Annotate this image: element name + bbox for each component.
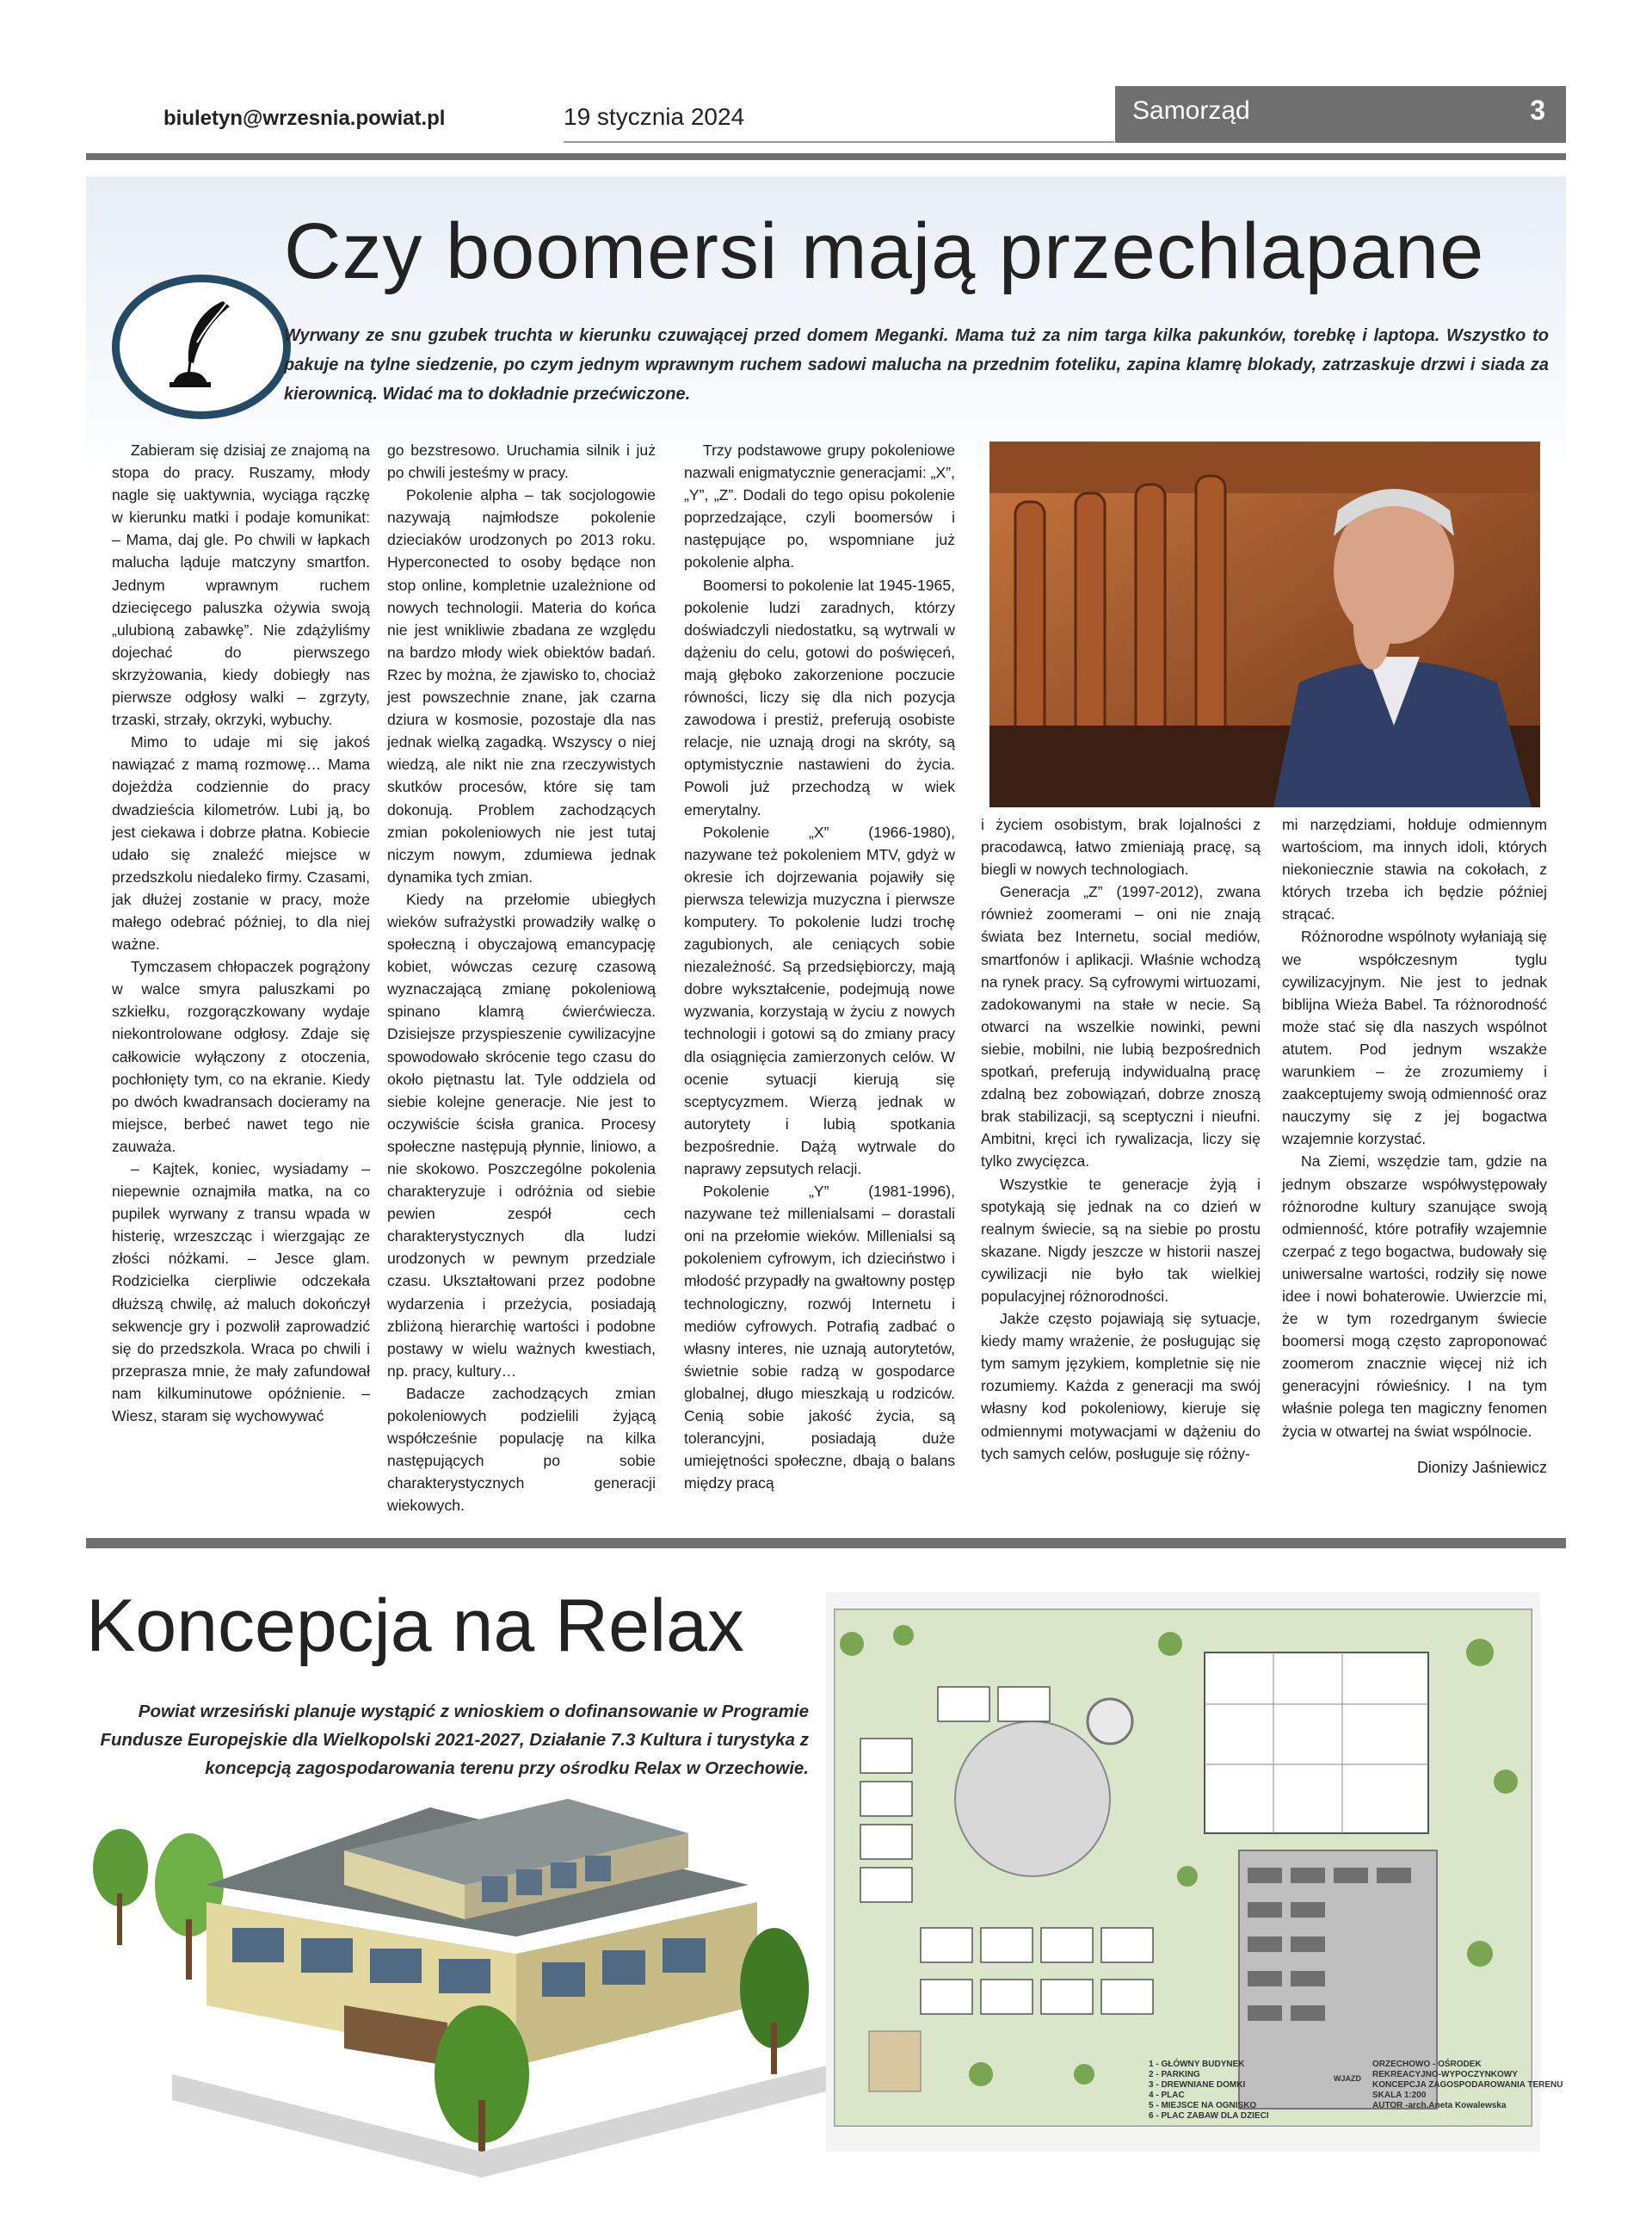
article-lead: Wyrwany ze snu gzubek truchta w kierunku czuwającej przed domem Meganki. Mama tuż za nim targa kilka pakunków, torebkę i laptopa. Wszystko to pakuje na tylne siedzenie, po czym jednym wprawnym ruchem sadowi malucha na przednim foteliku, zapina klamrę blokady, zatrzaskuje drzwi i siada za kierownicą. Widać ma to dokładnie przećwiczone.: [284, 326, 1549, 404]
plan-title-block: [1372, 2060, 1563, 2111]
legend-item: 2 - PARKING: [1149, 2070, 1200, 2079]
article-title: Czy boomersi mają przechlapane: [284, 207, 1485, 295]
paragraph: Boomersi to pokolenie lat 1945-1965, pokolenie ludzi zaradnych, którzy doświadczyli niedostatku, są wytrwali w dążeniu do celu, gotowi do poświęceń, mają głęboko zakorzenione poczucie równości, liczy się dla nich pozycja zawodowa i prestiż, preferują osobiste relacje, nie uznają drogi na skróty, są optymistycznie nastawieni do życia. Powoli już przechodzą w wiek emerytalny.: [684, 576, 955, 818]
author-photo: [989, 442, 1540, 807]
header-date: 19 stycznia 2024: [564, 103, 745, 130]
paragraph: Pokolenie alpha – tak socjologowie nazywają najmłodsze pokolenie dzieciaków urodzonych po 2013 roku. Hyperconected to osoby będące non stop online, kompletnie uzależnione od nowych technologii. Materia do końca nie jest wnikliwie zbadana ze względu na bardzo młody wiek obiektów badań. Rzec by można, że zjawisko to, chociaż jest powszechnie znane, jak czarna dziura w kosmosie, pozostaje dla nas jednak wielką zagadką. Wszyscy o niej wiedzą, ale nikt nie zna rzeczywistych skutków procesów, które się tam dokonują. Problem zachodzących zmian pokoleniowych nie jest tutaj niczym nowym, zdumiewa jednak dynamika tych zmian.: [387, 486, 656, 886]
page-number: 3: [1530, 95, 1545, 126]
section-banner: [1115, 86, 1566, 143]
plan-title-line: ORZECHOWO - OŚRODEK: [1372, 2060, 1482, 2069]
legend-item: 5 - MIEJSCE NA OGNISKO: [1149, 2101, 1257, 2110]
article-column-2: [387, 439, 656, 1517]
plan-legend: [1149, 2060, 1269, 2122]
paragraph: – Kajtek, koniec, wysiadamy – niepewnie oznajmiła matka, na co pupilek wyrwany z transu wpada w histerię, wrzeszcząc i wierzgając ze złości nóżkami. – Jesce glam. Rodzicielka cierpliwie odczekała dłuższą chwilę, aż maluch dokończył sekwencje gry i pozwolił zaprowadzić się do przedszkola. Wraca po chwili i przeprasza mnie, że mały zafundował nam kilkuminutowe opóźnienie. – Wiesz, staram się wychowywać: [112, 1160, 370, 1425]
paragraph: Jakże często pojawiają się sytuacje, kiedy mamy wrażenie, że posługując się tym samym językiem, kompletnie się nie rozumiemy. Każda z generacji ma swój własny kod pokoleniowy, kieruje się odmiennymi motywacjami w dążeniu do tych samych celów, posługuje się różny-: [981, 1310, 1261, 1462]
article-column-1: [112, 439, 370, 1427]
relax-title: Koncepcja na Relax: [86, 1584, 744, 1667]
article-panel: [86, 176, 1566, 1515]
paragraph: Trzy podstawowe grupy pokoleniowe nazwali enigmatycznie generacjami: „X”, „Y”, „Z”. Dodali do tego opisu pokolenie poprzedzające, czyli boomersów i następujące po, wspomniane już pokolenie alpha.: [684, 442, 955, 571]
quill-icon: [112, 275, 291, 419]
article-column-3: [684, 439, 955, 1494]
paragraph: Różnorodne wspólnoty wyłaniają się we współczesnym tyglu cywilizacyjnym. Nie jest to jednak biblijna Wieża Babel. Ta różnorodność może stać się dla naszych wspólnot atutem. Pod jednym wszakże warunkiem – że zrozumiemy i zaakceptujemy swoją odmienność oraz nauczymy się z jej bogactwa wzajemnie korzystać.: [1282, 928, 1547, 1148]
paragraph: i życiem osobistym, brak lojalności z pracodawcą, łatwo zmieniają pracę, są biegli w nowych technologiach.: [981, 816, 1261, 879]
paragraph: Na Ziemi, wszędzie tam, gdzie na jednym obszarze współwystępowały różnorodne kultury szanujące swoją odmienność, które potrafiły wzajemnie czerpać z tego bogactwa, budowały się uniwersalne wartości, rodziły się nowe idee i nowi bohaterowie. Uwierzcie mi, że w tym rozedrganym świecie boomersi mogą często zaproponować zoomerom znacznie więcej niż ich generacyjni rówieśnicy. I na tym właśnie polega ten magiczny fenomen życia w otwartej na świat wspólnocie.: [1282, 1152, 1547, 1440]
legend-item: 1 - GŁÓWNY BUDYNEK: [1149, 2060, 1245, 2069]
legend-item: 6 - PLAC ZABAW DLA DZIECI: [1149, 2111, 1269, 2121]
paragraph: mi narzędziami, hołduje odmiennym wartościom, ma innych idoli, których niekoniecznie stawia na cokołach, z których trzeba ich będzie później strącać.: [1282, 816, 1547, 924]
paragraph: Zabieram się dzisiaj ze znajomą na stopa do pracy. Ruszamy, młody nagle się uaktywnia, wyciąga rączkę w kierunku matki i podaje komunikat: – Mama, daj gle. Po chwili w łapkach malucha ląduje matczyny smartfon. Jednym wprawnym ruchem dziecięcego paluszka ożywia swoją „ulubioną zabawkę”. Nie zdążyliśmy dojechać do pierwszego skrzyżowania, kiedy dobiegły nas pierwsze odgłosy walki – zgrzyty, trzaski, strzały, okrzyki, wybuchy.: [112, 442, 370, 729]
section-label: Samorząd: [1132, 96, 1250, 125]
article-column-4: [981, 813, 1261, 1465]
plan-title-line: AUTOR -arch.Aneta Kowalewska: [1372, 2101, 1507, 2110]
legend-item: 3 - DREWNIANE DOMKI: [1149, 2080, 1246, 2090]
relax-lead: Powiat wrzesiński planuje wystąpić z wnioskiem o dofinansowanie w Programie Fundusze Europejskie dla Wielkopolski 2021-2027, Działanie 7.3 Kultura i turystyka z koncepcją zagospodarowania terenu przy ośrodku Relax w Orzechowie.: [100, 1702, 809, 1778]
paragraph: Badacze zachodzących zmian pokoleniowych podzielili żyjącą współcześnie populację na kilka następujących po sobie charakterystycznych generacji wiekowych.: [387, 1384, 656, 1515]
paragraph: Wszystkie te generacje żyją i spotykają się jednak na co dzień w realnym świecie, są na siebie po prostu skazane. Nigdy jeszcze w historii naszej cywilizacji nie było tak wielkiej populacyjnej różnorodności.: [981, 1175, 1261, 1305]
paragraph: Mimo to udaje mi się jakoś nawiązać z mamą rozmowę… Mama dojeżdża codziennie do pracy dwadzieścia kilometrów. Lubi ją, bo jest ciekawa i dobrze płatna. Kobiecie udało się znaleźć miejsce w przedszkolu niedaleko firmy. Czasami, jak dłużej zostanie w pracy, może małego odebrać później, to dla niej ważne.: [112, 733, 370, 954]
legend-item: 4 - PLAC: [1149, 2091, 1185, 2100]
section-rule: [86, 1538, 1566, 1548]
plan-title-line: REKREACYJNO-WYPOCZYNKOWY: [1372, 2070, 1518, 2079]
paragraph: Pokolenie „Y” (1981-1996), nazywane też millenialsami – dorastali oni na przełomie wieków. Millenialsi są pokoleniem cyfrowym, ich dzieciństwo i młodość przypadły na gwałtowny postęp technologiczny, rozwój Internetu i mediów cyfrowych. Potrafią zadbać o własny interes, nie uznają autorytetów, świetnie sobie radzą w gospodarce globalnej, długo mieszkają u rodziców. Cenią sobie jakość życia, są tolerancyjni, posiadają duże umiejętności społeczne, dbają o balans między pracą: [684, 1183, 955, 1492]
article-column-5: [1282, 813, 1547, 1442]
paragraph: Tymczasem chłopaczek pogrążony w walce smyra paluszkami po szkiełku, rozgorączkowany wydaje niekontrolowane odgłosy. Zdaje się całkowicie wyłączony z otoczenia, pochłonięty tym, co na ekranie. Kiedy po dwóch kwadransach docieramy na miejsce, berbeć nawet tego nie zauważa.: [112, 958, 370, 1155]
top-rule: [86, 153, 1566, 160]
header-email: biuletyn@wrzesnia.powiat.pl: [163, 107, 446, 130]
plan-entry-label: WJAZD: [1334, 2074, 1361, 2083]
paragraph: go bezstresowo. Uruchamia silnik i już po chwili jesteśmy w pracy.: [387, 442, 656, 482]
plan-title-line: SKALA 1:200: [1372, 2091, 1427, 2100]
paragraph: Generacja „Z” (1997-2012), zwana również zoomerami – oni nie znają świata bez Internetu, social mediów, smartfonów i aplikacji. Właśnie wchodzą na rynek pracy. Są cyfrowymi wirtuozami, zadokowanymi na stałe w necie. Są otwarci na wszelkie nowinki, pewni siebie, mobilni, nie lubią bezpośrednich spotkań, preferują indywidualną pracę zdalną bez zobowiązań, dobrze znoszą brak stabilizacji, są sceptyczni i nieufni. Ambitni, kręci ich rywalizacja, liczy się tylko zwycięzca.: [981, 883, 1261, 1171]
paragraph: Kiedy na przełomie ubiegłych wieków sufrażystki prowadziły walkę o społeczną i obyczajową emancypację kobiet, wówczas cezurę czasową wyznaczającą zmianę pokoleniową spinano klamrą ćwierćwiecza. Dzisiejsze przyspieszenie cywilizacyjne spowodowało skrócenie tego czasu do około piętnastu lat. Tyle oddziela od siebie kolejne generacje. Nie jest to oczywiście ścisła granica. Procesy społeczne następują płynnie, liniowo, a nie skokowo. Poszczególne pokolenia charakteryzuje i odróżnia od siebie pewien zespół cech charakterystycznych dla ludzi urodzonych w pewnym przedziale czasu. Ukształtowani przez podobne wydarzenia i przeżycia, posiadają zbliżoną hierarchię wartości i podobne postawy w wielu ważnych kwestiach, np. pracy, kultury…: [387, 890, 656, 1380]
building-rendering: [86, 1790, 826, 2186]
plan-title-line: KONCEPCJA ZAGOSPODAROWANIA TERENU: [1372, 2080, 1563, 2090]
paragraph: Pokolenie „X” (1966-1980), nazywane też pokoleniem MTV, gdyż w okresie ich dojrzewania pojawiły się pierwsza telewizja muzyczna i pierwsze komputery. To pokolenie ludzi trochę zagubionych, ale ceniących sobie niezależność. Są przedsiębiorczy, mają dobre wykształcenie, podejmują nowe wyzwania, korzystają w życiu z nowych technologii i gotowi są do zmiany pracy dla osiągnięcia zamierzonych celów. W ocenie sytuacji kierują się sceptycyzmem. Wierzą jednak w autorytety i lubią spotkania bezpośrednie. Dążą wytrwale do naprawy zepsutych relacji.: [684, 823, 955, 1177]
header-divider: [564, 141, 1114, 143]
author-signature: Dionizy Jaśniewicz: [1416, 1459, 1547, 1476]
